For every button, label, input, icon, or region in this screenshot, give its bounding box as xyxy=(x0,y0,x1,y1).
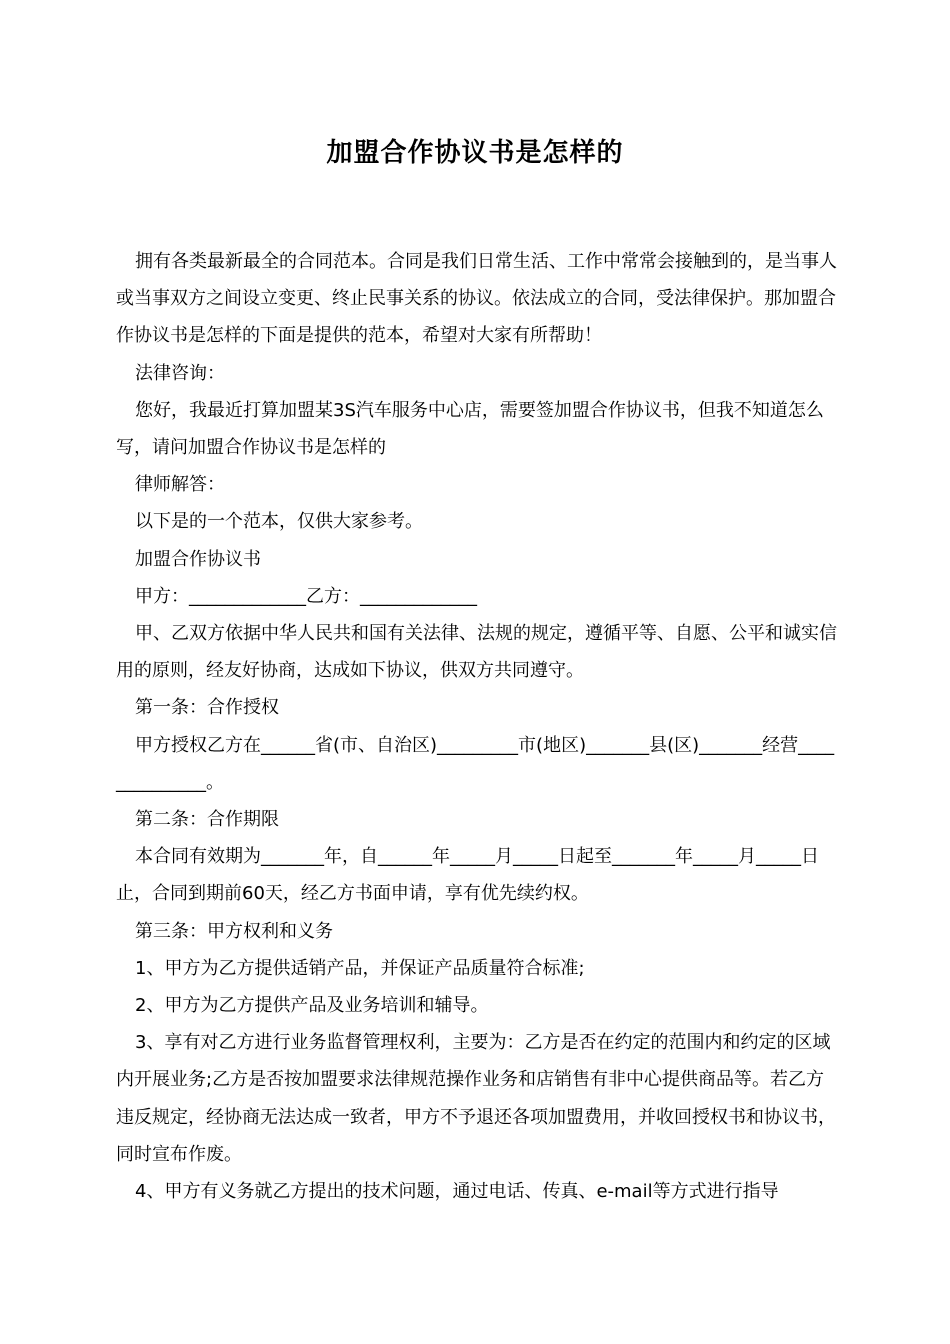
paragraph-article-1-body: 甲方授权乙方在______省(市、自治区)_________市(地区)_______县(区)_______经营______________。 xyxy=(116,734,835,793)
paragraph-parties: 甲方：_____________乙方：_____________ xyxy=(135,585,477,607)
paragraph-article-3-item-3: 3、享有对乙方进行业务监督管理权利，主要为：乙方是否在约定的范围内和约定的区域内开展业务;乙方是否按加盟要求法律规范操作业务和店销售有非中心提供商品等。若乙方违反规定，经协商无法达成一致者，甲方不予退还各项加盟费用，并收回授权书和协议书，同时宣布作废。 xyxy=(116,1032,836,1165)
paragraph-article-3-heading: 第三条：甲方权利和义务 xyxy=(135,920,333,942)
paragraph-question: 您好，我最近打算加盟某3S汽车服务中心店，需要签加盟合作协议书，但我不知道怎么写，请问加盟合作协议书是怎样的 xyxy=(116,399,824,459)
paragraph-legal-consult-label: 法律咨询： xyxy=(135,362,225,384)
paragraph-article-3-item-4: 4、甲方有义务就乙方提出的技术问题，通过电话、传真、e-mail等方式进行指导 xyxy=(135,1181,779,1203)
paragraph-sample-note: 以下是的一个范本，仅供大家参考。 xyxy=(135,511,423,533)
paragraph-article-1-heading: 第一条：合作授权 xyxy=(135,697,279,719)
paragraph-agreement-title: 加盟合作协议书 xyxy=(135,548,261,570)
paragraph-preamble: 甲、乙双方依据中华人民共和国有关法律、法规的规定，遵循平等、自愿、公平和诚实信用的原则，经友好协商，达成如下协议，供双方共同遵守。 xyxy=(116,623,837,682)
document-title: 加盟合作协议书是怎样的 xyxy=(326,138,624,168)
paragraph-article-3-item-1: 1、甲方为乙方提供适销产品，并保证产品质量符合标准; xyxy=(135,957,585,979)
paragraph-article-2-heading: 第二条：合作期限 xyxy=(135,809,279,831)
paragraph-article-3-item-2: 2、甲方为乙方提供产品及业务培训和辅导。 xyxy=(135,995,489,1017)
paragraph-intro: 拥有各类最新最全的合同范本。合同是我们日常生活、工作中常常会接触到的，是当事人或当事双方之间设立变更、终止民事关系的协议。依法成立的合同，受法律保护。那加盟合作协议书是怎样的下面是提供的范本，希望对大家有所帮助！ xyxy=(116,251,837,347)
paragraph-article-2-body: 本合同有效期为_______年，自______年_____月_____日起至_______年_____月_____日止，合同到期前60天，经乙方书面申请，享有优先续约权。 xyxy=(116,846,819,905)
document-body xyxy=(116,243,838,1210)
paragraph-lawyer-answer-label: 律师解答： xyxy=(135,474,225,496)
